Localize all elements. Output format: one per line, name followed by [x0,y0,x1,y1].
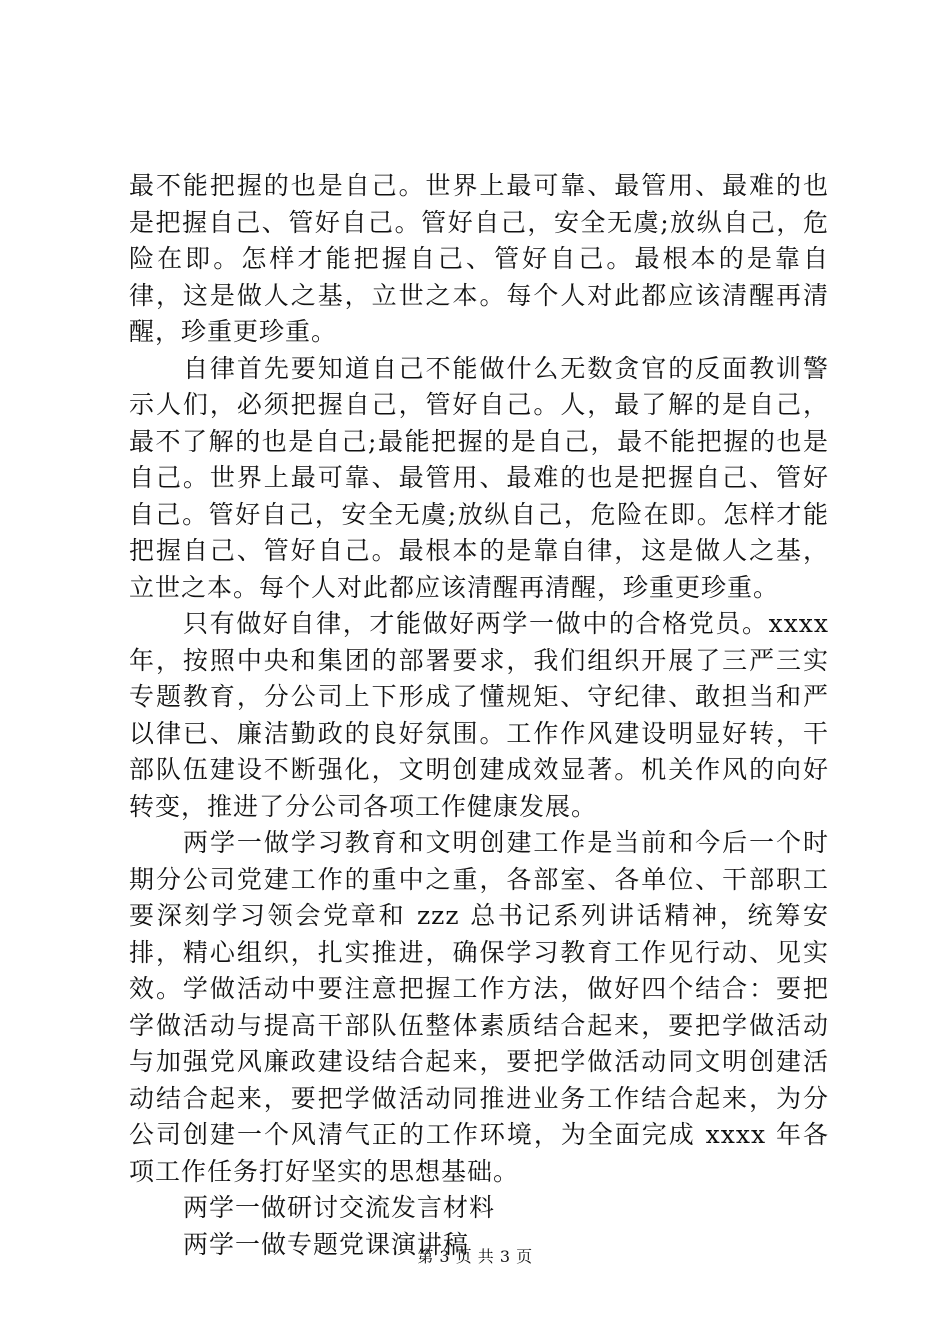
paragraph-2: 自律首先要知道自己不能做什么无数贪官的反面教训警示人们，必须把握自己，管好自己。人，最了解的是自己，最不了解的也是自己;最能把握的是自己，最不能把握的也是自己。世界上最可靠、最管用、最难的也是把握自己、管好自己。管好自己，安全无虞;放纵自己，危险在即。怎样才能把握自己、管好自己。最根本的是靠自律，这是做人之基，立世之本。每个人对此都应该清醒再清醒，珍重更珍重。 [129,353,829,602]
related-title-1: 两学一做研讨交流发言材料 [183,1193,496,1222]
page-footer: 第 3 页 共 3 页 [417,1247,533,1266]
document-body [129,168,829,1263]
paragraph-1: 最不能把握的也是自己。世界上最可靠、最管用、最难的也是把握自己、管好自己。管好自己，安全无虞;放纵自己，危险在即。怎样才能把握自己、管好自己。最根本的是靠自律，这是做人之基，立世之本。每个人对此都应该清醒再清醒，珍重更珍重。 [129,171,829,346]
related-title-2: 两学一做专题党课演讲稿 [183,1229,470,1259]
paragraph-3: 只有做好自律，才能做好两学一做中的合格党员。xxxx 年，按照中央和集团的部署要求，我们组织开展了三严三实专题教育，分公司上下形成了懂规矩、守纪律、敢担当和严以律已、廉洁勤政的良好氛围。工作作风建设明显好转，干部队伍建设不断强化，文明创建成效显著。机关作风的向好转变，推进了分公司各项工作健康发展。 [129,609,829,821]
paragraph-4: 两学一做学习教育和文明创建工作是当前和今后一个时期分公司党建工作的重中之重，各部室、各单位、干部职工要深刻学习领会党章和 zzz 总书记系列讲话精神，统筹安排，精心组织，扎实推进，确保学习教育工作见行动、见实效。学做活动中要注意把握工作方法，做好四个结合：要把学做活动与提高干部队伍整体素质结合起来，要把学做活动与加强党风廉政建设结合起来，要把学做活动同文明创建活动结合起来，要把学做活动同推进业务工作结合起来，为分公司创建一个风清气正的工作环境，为全面完成 xxxx 年各项工作任务打好坚实的思想基础。 [129,828,829,1186]
